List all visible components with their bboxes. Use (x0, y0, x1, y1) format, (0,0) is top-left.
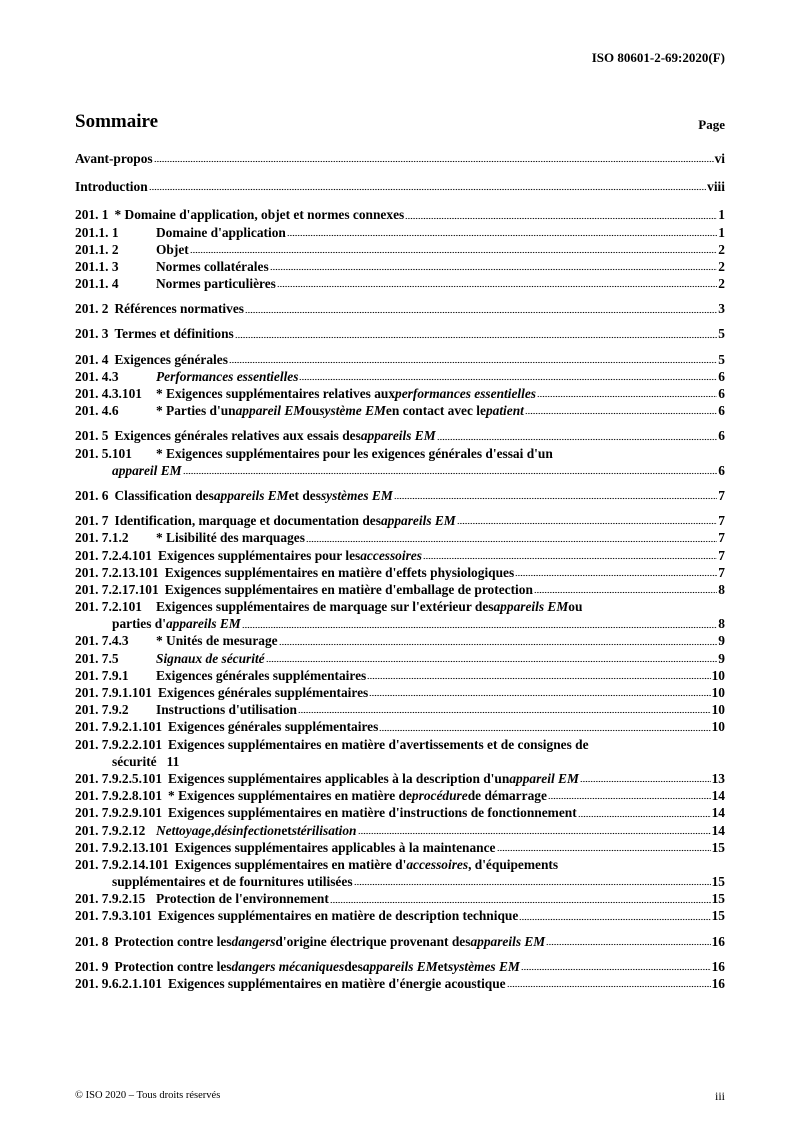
page-reference: 10 (711, 685, 725, 701)
dot-leader (229, 361, 717, 364)
entry-title-segment: d'origine électrique provenant des (275, 933, 471, 949)
toc-entry[interactable] (75, 206, 725, 223)
toc-entry[interactable] (75, 736, 725, 770)
page-reference: 16 (711, 958, 725, 974)
dot-leader (367, 677, 710, 680)
entry-title-segment: Classification des (114, 487, 214, 503)
section-number: 201. 7.9.2.9.101 (75, 805, 163, 821)
toc-entry[interactable] (75, 667, 725, 684)
entry-title-segment: Exigences supplémentaires de marquage sur l'extérieur des (156, 599, 494, 615)
entry-title-segment: systèmes EM (320, 487, 393, 503)
page-reference: 5 (718, 326, 725, 342)
toc-entry-line (75, 933, 725, 950)
entry-title-segment: Identification, marquage et documentation des (114, 513, 381, 529)
dot-leader (537, 395, 717, 398)
toc-entry[interactable] (75, 150, 725, 167)
toc-entry[interactable] (75, 633, 725, 650)
document-id-header: ISO 80601-2-69:2020(F) (591, 50, 725, 65)
entry-title-segment: systèmes EM (448, 958, 520, 974)
entry-title-segment: en contact avec le (385, 403, 486, 419)
entry-title-segment: patient (485, 403, 524, 419)
toc-entry[interactable] (75, 787, 725, 804)
dot-leader (298, 711, 711, 714)
page-reference: 14 (711, 805, 725, 821)
toc-entry-line (75, 368, 725, 385)
toc-entry-line (75, 701, 725, 718)
entry-title-segment: Références normatives (114, 301, 245, 317)
page-reference: vi (714, 150, 725, 166)
section-number: 201. 7.2.101 (75, 599, 142, 615)
page-reference: 6 (718, 386, 725, 402)
section-number: 201. 7 (75, 513, 109, 529)
toc-entry[interactable] (75, 933, 725, 950)
section-number: 201. 9 (75, 958, 109, 974)
section-number: 201. 5 (75, 428, 109, 444)
entry-title-segment: appareil EM (112, 462, 182, 478)
entry-title-segment: Exigences supplémentaires pour les (158, 547, 361, 563)
entry-title-segment: Avant-propos (75, 150, 153, 166)
entry-title-segment: Domaine d'application (156, 224, 286, 240)
dot-leader (580, 780, 711, 783)
section-number: 201. 5.101 (75, 445, 132, 461)
page-reference: 1 (718, 224, 725, 240)
toc-entry[interactable] (75, 564, 725, 581)
page-reference: 7 (718, 547, 725, 563)
entry-title-segment: dangers mécaniques (231, 958, 345, 974)
toc-entry-line (75, 241, 725, 258)
toc-entry-line (75, 512, 725, 529)
toc-entry[interactable] (75, 241, 725, 258)
toc-entry-line (75, 908, 725, 925)
entry-title-segment: Exigences générales supplémentaires (158, 685, 369, 701)
toc-entry-line (75, 581, 725, 598)
toc-entry[interactable] (75, 529, 725, 546)
section-number: 201. 7.9.1.101 (75, 685, 152, 701)
entry-title-segment: Protection de l'environnement (156, 891, 329, 907)
entry-title-segment: système EM (319, 403, 386, 419)
entry-title-segment: appareils EM (360, 428, 436, 444)
entry-title-segment: dangers (231, 933, 276, 949)
entry-title-segment: Nettoyage (156, 822, 212, 838)
dot-leader (578, 815, 711, 818)
toc-entry[interactable] (75, 822, 725, 839)
toc-entry[interactable] (75, 890, 725, 907)
toc-entry-line (75, 300, 725, 317)
dot-leader (379, 729, 710, 732)
toc-entry-continuation (75, 462, 725, 479)
toc-entry-continuation (75, 753, 725, 770)
toc-entry[interactable] (75, 839, 725, 856)
copyright-footer: © ISO 2020 – Tous droits réservés (75, 1090, 221, 1101)
entry-title-segment: performances essentielles (395, 386, 537, 402)
toc-entry-line (75, 487, 725, 504)
toc-entry-line (75, 351, 725, 368)
section-number: 201. 4.3.101 (75, 386, 142, 402)
entry-title-segment: appareils EM (380, 513, 456, 529)
entry-title-segment: , (211, 822, 215, 838)
toc-entry-line (75, 890, 725, 907)
section-number: 201. 7.1.2 (75, 530, 129, 546)
entry-title-segment: * Unités de mesurage (156, 633, 278, 649)
page-reference: 14 (711, 822, 725, 838)
toc-entry[interactable] (75, 958, 725, 975)
section-number: 201. 7.5 (75, 650, 119, 666)
entry-title-segment: Exigences supplémentaires en matière d'effets physiologiques (164, 564, 515, 580)
toc-entry-line (75, 804, 725, 821)
toc-entry[interactable] (75, 718, 725, 735)
dot-leader (299, 378, 717, 381)
page-reference: 13 (711, 770, 725, 786)
section-number: 201. 2 (75, 301, 109, 317)
dot-leader (354, 883, 711, 886)
toc-entry-line (75, 547, 725, 564)
entry-title-segment: Exigences générales supplémentaires (168, 719, 379, 735)
toc-entry[interactable] (75, 300, 725, 317)
entry-title-segment: procédure (411, 788, 468, 804)
entry-title-segment: Exigences supplémentaires en matière d' (174, 856, 407, 872)
toc-entry-continuation (75, 615, 725, 632)
page-reference: 2 (718, 276, 725, 292)
entry-title-segment: désinfection (214, 822, 282, 838)
entry-title-segment: appareils EM (362, 958, 438, 974)
toc-entry-line (75, 598, 725, 615)
toc-entry-line (75, 224, 725, 241)
section-number: 201. 7.2.4.101 (75, 547, 152, 563)
dot-leader (546, 943, 710, 946)
entry-title-segment: Performances essentielles (156, 368, 299, 384)
table-of-contents (75, 150, 725, 992)
toc-entry-line (75, 856, 725, 873)
toc-entry-line (75, 445, 725, 462)
section-number: 201.1. 4 (75, 276, 119, 292)
toc-entry[interactable] (75, 368, 725, 385)
toc-entry[interactable] (75, 598, 725, 632)
toc-entry[interactable] (75, 224, 725, 241)
dot-leader (394, 497, 718, 500)
page-reference: 7 (718, 487, 725, 503)
entry-title-segment: * Parties d'un (156, 403, 236, 419)
toc-entry[interactable] (75, 701, 725, 718)
dot-leader (149, 188, 706, 191)
toc-entry[interactable] (75, 547, 725, 564)
section-number: 201. 9.6.2.1.101 (75, 976, 163, 992)
page-reference: 10 (711, 702, 725, 718)
section-number: 201. 7.4.3 (75, 633, 129, 649)
entry-title-segment: Normes particulières (156, 276, 276, 292)
entry-title-segment: Exigences supplémentaires en matière d'énergie acoustique (168, 976, 506, 992)
page-reference: viii (707, 179, 725, 195)
toc-entry-line (75, 275, 725, 292)
toc-entry-line (75, 633, 725, 650)
toc-entry[interactable] (75, 856, 725, 890)
page-column-label: Page (698, 117, 725, 132)
toc-entry-line (75, 206, 725, 223)
entry-title-segment: Exigences générales relatives aux essais des (114, 428, 361, 444)
page-reference: 2 (718, 258, 725, 274)
section-number: 201. 7.9.2.15 (75, 891, 146, 907)
page-reference: 6 (718, 428, 725, 444)
toc-entry[interactable] (75, 684, 725, 701)
toc-entry[interactable] (75, 427, 725, 444)
dot-leader (519, 918, 710, 921)
section-number: 201. 7.9.3.101 (75, 908, 152, 924)
toc-entry-continuation (75, 873, 725, 890)
entry-title-segment: sécurité (112, 753, 157, 769)
section-number: 201.1. 1 (75, 224, 119, 240)
toc-entry-line (75, 178, 725, 195)
section-number: 201. 1 (75, 207, 109, 223)
toc-entry[interactable] (75, 908, 725, 925)
section-number: 201. 7.9.2 (75, 702, 129, 718)
page-number: iii (714, 1089, 725, 1103)
entry-title-segment: supplémentaires et de fournitures utilisées (112, 874, 353, 890)
entry-title-segment: appareils EM (165, 616, 241, 632)
dot-leader (437, 438, 718, 441)
page-reference: 8 (718, 581, 725, 597)
entry-title-segment: Exigences supplémentaires en matière d'emballage de protection (164, 581, 533, 597)
entry-title-segment: appareil EM (509, 770, 579, 786)
entry-title-segment: * Exigences supplémentaires pour les exigences générales d'essai d'un (156, 445, 553, 461)
dot-leader (306, 540, 717, 543)
entry-title-segment: Exigences supplémentaires applicables à la maintenance (174, 839, 496, 855)
section-number: 201. 7.9.2.14.101 (75, 856, 169, 872)
toc-entry-line (75, 718, 725, 735)
toc-entry[interactable] (75, 581, 725, 598)
section-number: 201.1. 3 (75, 258, 119, 274)
toc-entry-line (75, 667, 725, 684)
entry-title-segment: accessoires (406, 856, 469, 872)
entry-title-segment: , d'équipements (468, 856, 559, 872)
dot-leader (497, 849, 711, 852)
page-reference: 7 (718, 564, 725, 580)
toc-entry-line (75, 736, 725, 753)
dot-leader (548, 797, 711, 800)
toc-entry[interactable] (75, 770, 725, 787)
entry-title-segment: ou (305, 403, 320, 419)
section-number: 201. 8 (75, 933, 109, 949)
toc-entry-line (75, 975, 725, 992)
section-number: 201. 4.3 (75, 368, 119, 384)
dot-leader (534, 591, 717, 594)
entry-title-segment: * Domaine d'application, objet et normes connexes (114, 207, 405, 223)
toc-entry-line (75, 385, 725, 402)
toc-entry-line (75, 564, 725, 581)
dot-leader (423, 557, 717, 560)
dot-leader (287, 234, 717, 237)
entry-title-segment: appareils EM (493, 599, 569, 615)
toc-entry[interactable] (75, 402, 725, 419)
section-number: 201. 7.9.1 (75, 667, 129, 683)
page-reference: 5 (718, 351, 725, 367)
entry-title-segment: Normes collatérales (156, 258, 269, 274)
toc-entry[interactable] (75, 445, 725, 479)
entry-title-segment: Exigences générales supplémentaires (156, 667, 367, 683)
entry-title-segment: des (344, 958, 363, 974)
entry-title-segment: Objet (156, 241, 189, 257)
toc-entry[interactable] (75, 487, 725, 504)
page-reference: 10 (711, 719, 725, 735)
dot-leader (330, 901, 711, 904)
entry-title-segment: Exigences supplémentaires en matière d'avertissements et de consignes de (168, 736, 589, 752)
page-reference: 7 (718, 513, 725, 529)
dot-leader (154, 160, 714, 163)
entry-title-segment: * Exigences supplémentaires relatives aux (156, 386, 396, 402)
entry-title-segment: Instructions d'utilisation (156, 702, 298, 718)
dot-leader (183, 472, 718, 475)
page-reference: 16 (711, 976, 725, 992)
entry-title-segment: stérilisation (291, 822, 357, 838)
toc-entry-line (75, 326, 725, 343)
entry-title-segment: parties d' (112, 616, 166, 632)
section-number: 201. 7.9.2.12 (75, 822, 146, 838)
page-reference: 10 (711, 667, 725, 683)
entry-title-segment: Protection contre les (114, 933, 232, 949)
page-reference: 15 (711, 839, 725, 855)
toc-entry[interactable] (75, 275, 725, 292)
entry-title-segment: * Exigences supplémentaires en matière de (168, 788, 412, 804)
dot-leader (279, 643, 718, 646)
toc-entry[interactable] (75, 178, 725, 195)
toc-entry[interactable] (75, 512, 725, 529)
toc-entry-line (75, 650, 725, 667)
section-number: 201. 7.9.2.8.101 (75, 788, 163, 804)
dot-leader (242, 626, 718, 629)
section-number: 201. 4.6 (75, 403, 119, 419)
page-reference: 9 (718, 633, 725, 649)
toc-entry[interactable] (75, 351, 725, 368)
dot-leader (277, 285, 717, 288)
entry-title-segment: Protection contre les (114, 958, 232, 974)
dot-leader (369, 694, 710, 697)
page-reference: 6 (718, 462, 725, 478)
page-reference: 11 (166, 753, 180, 769)
dot-leader (515, 574, 717, 577)
toc-entry[interactable] (75, 804, 725, 821)
section-number: 201. 6 (75, 487, 109, 503)
entry-title-segment: appareil EM (235, 403, 306, 419)
toc-entry-line (75, 258, 725, 275)
section-number: 201. 7.9.2.13.101 (75, 839, 169, 855)
toc-entry[interactable] (75, 650, 725, 667)
toc-entry-line (75, 770, 725, 787)
page-reference: 8 (718, 616, 725, 632)
entry-title-segment: ou (568, 599, 583, 615)
toc-entry[interactable] (75, 975, 725, 992)
toc-entry-line (75, 684, 725, 701)
entry-title-segment: accessoires (360, 547, 422, 563)
toc-entry-line (75, 150, 725, 167)
entry-title-segment: Signaux de sécurité (156, 650, 265, 666)
page-reference: 7 (718, 530, 725, 546)
dot-leader (235, 336, 718, 339)
toc-entry-line (75, 839, 725, 856)
entry-title-segment: Introduction (75, 179, 148, 195)
dot-leader (358, 832, 711, 835)
dot-leader (245, 311, 717, 314)
page-reference: 14 (711, 788, 725, 804)
dot-leader (266, 660, 718, 663)
page-reference: 6 (718, 403, 725, 419)
section-number: 201. 7.9.2.5.101 (75, 770, 163, 786)
section-number: 201. 7.2.17.101 (75, 581, 159, 597)
entry-title-segment: Termes et définitions (114, 326, 234, 342)
dot-leader (270, 268, 718, 271)
entry-title-segment: et (281, 822, 292, 838)
section-number: 201. 7.9.2.1.101 (75, 719, 163, 735)
page-title: Sommaire (75, 111, 159, 132)
section-number: 201.1. 2 (75, 241, 119, 257)
page-reference: 6 (718, 368, 725, 384)
entry-title-segment: appareils EM (470, 933, 546, 949)
page-reference: 15 (711, 874, 725, 890)
toc-entry-line (75, 402, 725, 419)
page-reference: 3 (718, 301, 725, 317)
toc-entry-line (75, 822, 725, 839)
dot-leader (190, 251, 718, 254)
entry-title-segment: Exigences supplémentaires en matière d'instructions de fonctionnement (168, 805, 577, 821)
entry-title-segment: et (437, 958, 449, 974)
dot-leader (521, 968, 711, 971)
page-reference: 16 (711, 933, 725, 949)
entry-title-segment: de démarrage (467, 788, 547, 804)
entry-title-segment: Exigences supplémentaires en matière de description technique (158, 908, 519, 924)
entry-title-segment: et des (288, 487, 321, 503)
toc-entry[interactable] (75, 326, 725, 343)
toc-entry-line (75, 529, 725, 546)
toc-entry-line (75, 427, 725, 444)
section-number: 201. 3 (75, 326, 109, 342)
dot-leader (507, 985, 711, 988)
page-reference: 9 (718, 650, 725, 666)
page-reference: 15 (711, 891, 725, 907)
dot-leader (525, 412, 717, 415)
entry-title-segment: * Lisibilité des marquages (156, 530, 305, 546)
page-reference: 15 (711, 908, 725, 924)
section-number: 201. 4 (75, 351, 109, 367)
entry-title-segment: Exigences supplémentaires applicables à la description d'un (168, 770, 510, 786)
section-number: 201. 7.9.2.2.101 (75, 736, 163, 752)
entry-title-segment: appareils EM (213, 487, 289, 503)
dot-leader (405, 217, 717, 220)
toc-entry[interactable] (75, 385, 725, 402)
page-reference: 1 (718, 207, 725, 223)
page-reference: 2 (718, 241, 725, 257)
dot-leader (457, 522, 718, 525)
toc-entry[interactable] (75, 258, 725, 275)
entry-title-segment: Exigences générales (114, 351, 228, 367)
section-number: 201. 7.2.13.101 (75, 564, 159, 580)
toc-entry-line (75, 787, 725, 804)
toc-entry-line (75, 958, 725, 975)
